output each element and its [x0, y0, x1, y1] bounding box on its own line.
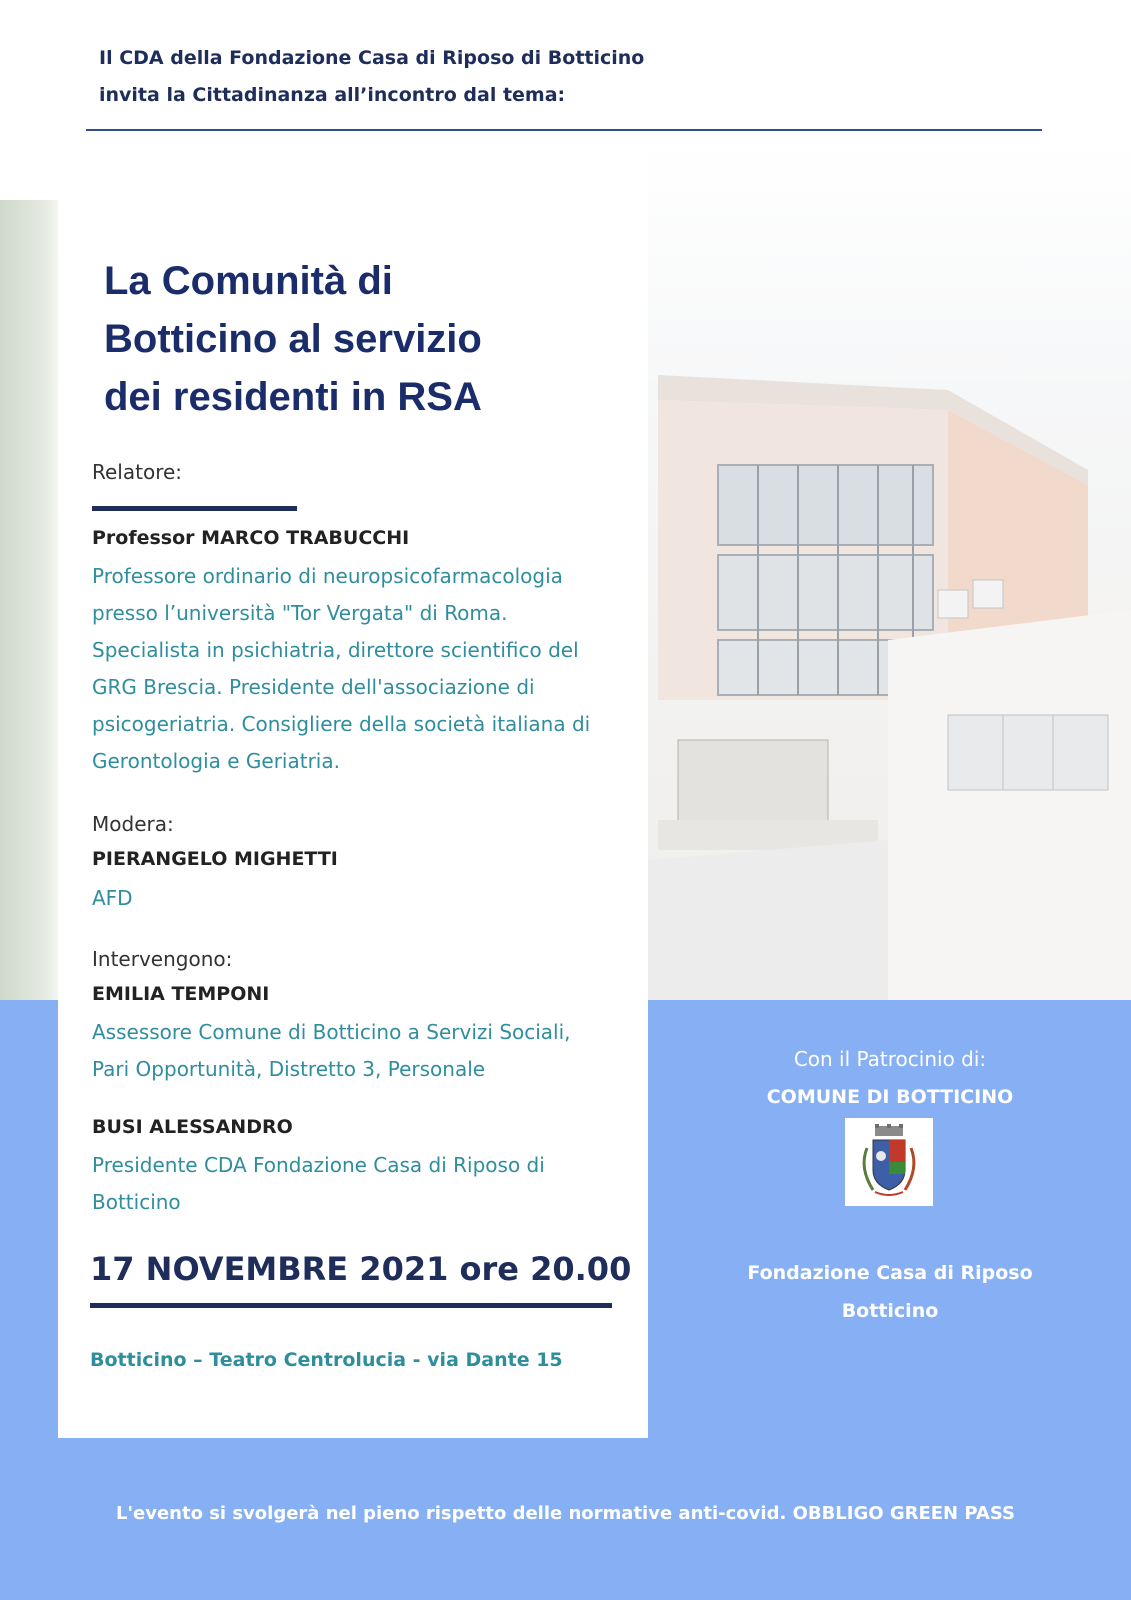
modera-name: PIERANGELO MIGHETTI: [92, 848, 338, 870]
relatore-desc-line: Specialista in psichiatria, direttore scientifico del: [92, 638, 579, 662]
modera-label: Modera:: [92, 812, 174, 836]
intervengono-label: Intervengono:: [92, 947, 233, 971]
relatore-name: Professor MARCO TRABUCCHI: [92, 527, 410, 549]
speaker-2-name: BUSI ALESSANDRO: [92, 1116, 293, 1138]
relatore-desc-line: Gerontologia e Geriatria.: [92, 749, 340, 773]
relatore-desc-line: Professore ordinario di neuropsicofarmacologia: [92, 564, 563, 588]
relatore-label: Relatore:: [92, 460, 183, 484]
relatore-underline: [92, 506, 297, 511]
modera-description: AFD: [92, 886, 133, 910]
patronage-name: COMUNE DI BOTTICINO: [766, 1086, 1014, 1108]
intro-line-1: Il CDA della Fondazione Casa di Riposo di Botticino: [99, 47, 645, 69]
speaker-2-description: [92, 1147, 545, 1221]
speaker-1-desc-line: Pari Opportunità, Distretto 3, Personale: [92, 1057, 486, 1081]
building-illustration: [648, 140, 1131, 1000]
speaker-1-name: EMILIA TEMPONI: [92, 983, 270, 1005]
event-venue: Botticino – Teatro Centrolucia - via Dante 15: [90, 1349, 563, 1371]
event-date: 17 NOVEMBRE 2021 ore 20.00: [90, 1250, 632, 1288]
title-line-1: La Comunità di: [104, 259, 393, 303]
speaker-1-description: [92, 1014, 571, 1088]
title-line-2: Botticino al servizio: [104, 317, 482, 361]
speaker-2-desc-line: Botticino: [92, 1190, 181, 1214]
event-title: [104, 252, 644, 426]
date-underline: [90, 1303, 612, 1308]
foundation-line-2: Botticino: [841, 1300, 939, 1322]
crest-graphic: [845, 1118, 933, 1206]
patronage-label: Con il Patrocinio di:: [793, 1047, 987, 1071]
foundation-name: [700, 1254, 1080, 1330]
speaker-2-desc-line: Presidente CDA Fondazione Casa di Riposo di: [92, 1153, 545, 1177]
covid-notice: L'evento si svolgerà nel pieno rispetto delle normative anti-covid. OBBLIGO GREEN PASS: [116, 1503, 1015, 1524]
relatore-desc-line: psicogeriatria. Consigliere della società italiana di: [92, 712, 591, 736]
speaker-1-desc-line: Assessore Comune di Botticino a Servizi Sociali,: [92, 1020, 571, 1044]
relatore-description: [92, 558, 590, 780]
relatore-desc-line: GRG Brescia. Presidente dell'associazione di: [92, 675, 535, 699]
relatore-desc-line: presso l’università "Tor Vergata" di Roma.: [92, 601, 508, 625]
intro-text: [99, 40, 644, 114]
header-divider: [86, 129, 1042, 131]
title-line-3: dei residenti in RSA: [104, 375, 482, 419]
building-photo: [648, 140, 1131, 1000]
foundation-line-1: Fondazione Casa di Riposo: [747, 1262, 1033, 1284]
intro-line-2: invita la Cittadinanza all’incontro dal tema:: [99, 84, 566, 106]
municipal-crest-icon: [845, 1118, 933, 1206]
